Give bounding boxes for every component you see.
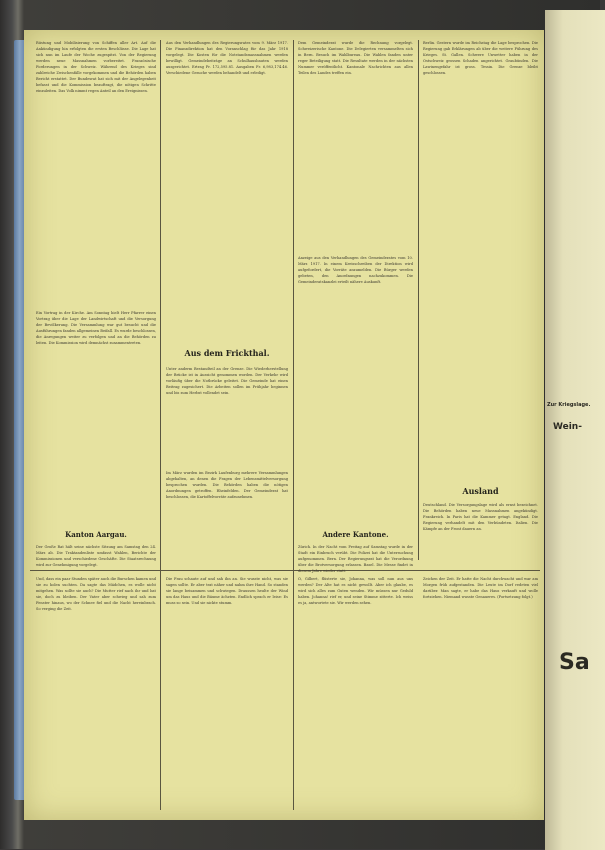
feuilleton-column-4	[423, 576, 538, 808]
heading-ausland: Ausland	[462, 486, 499, 496]
column-rule-3	[418, 40, 419, 560]
right-heading-wein: Wein-	[553, 422, 582, 432]
column-4-top	[423, 40, 538, 480]
column-rule-2	[293, 40, 294, 810]
article-text: Rüstung und Mobilisierung von Schiffen aller Art. Auf die Ankündigung hin erfolgten die ersten Beschlüsse. Die Lage hat sich nun im Laufe der Woche zugespitzt. Von der Regierung werden neue Massnahmen vorbereitet. Französische Forderungen in der Schweiz. Während des Krieges sind zahlreiche Zwischenfälle vorgekommen und die Behörden haben Bericht erstattet. Der Bundesrat hat sich mit der Angelegenheit befasst und die Kommission beauftragt, die nötigen Schritte einzuleiten. Das Volk nimmt regen Anteil an den Ereignissen.	[36, 41, 156, 93]
column-2-bottom	[166, 470, 288, 568]
column-1-top	[36, 40, 156, 302]
column-3-top	[298, 40, 413, 250]
story-text: O, Gilbert, flüsterte sie, Johanna, was soll nun aus uns werden? Der Alte hat es nicht gewollt. Aber ich glaube, es wird sich alles zum Guten wenden. Wir müssen nur Geduld haben. Johanna! rief er, und seine Stimme zitterte. Ich weiss es ja, antwortete sie. Wir werden sehen.	[298, 577, 413, 605]
article-text: Unter anderm Bestandteil an der Grenze. Die Wiederherstellung der Brücke ist in Aussicht genommen worden. Der Verkehr wird vorläufig über die Notbrücke geleitet. Die Gemeinde hat einen Beitrag zugesichert. Die Arbeiten sollen im Frühjahr beginnen und bis zum Herbst vollendet sein.	[166, 367, 288, 395]
article-text: Deutschland. Die Versorgungslage wird als ernst bezeichnet. Die Behörden haben neue Massnahmen angekündigt. Frankreich. In Paris hat die Kammer getagt. England. Die Regierung verhandelt mit den Verbündeten. Italien. Die Kämpfe an der Front dauern an.	[423, 503, 538, 531]
column-3-bottom	[298, 544, 413, 573]
article-text: Anzeige aus den Verhandlungen des Gemeinderates vom 10. März 1917. In einem Kreisschreiben der Direktion wird aufgefordert, die Vorräte anzumelden. Die Bürger werden gebeten, den Anordnungen nachzukommen. Die Gemeinderatskanzlei erteilt nähere Auskunft.	[298, 256, 413, 284]
feuilleton-column-1	[36, 576, 156, 808]
article-text: Dem Gemeinderat wurde die Rechnung vorgelegt. Schweizerische Kantone. Die Delegierten versammelten sich in Bern. Besuch im Wahlbureau. Die Wahlen fanden unter reger Beteiligung statt. Die Resultate werden in der nächsten Nummer veröffentlicht. Kantonale Nachrichten aus allen Teilen des Landes treffen ein.	[298, 41, 413, 75]
column-1-bottom	[36, 544, 156, 568]
column-2-mid	[166, 366, 288, 466]
right-heading-kriegslage: Zur Kriegslage.	[547, 402, 591, 408]
column-4-bottom	[423, 502, 538, 568]
story-text: Und, dass ein paar Stunden später auch die Burschen kamen und sie zu holen suchten. Da sagte das Mädchen, es wolle nicht mitgehen. Was sollte sie auch? Die Mutter rief nach ihr und bat sie, doch zu bleiben. Der Vater aber schwieg und sah zum Fenster hinaus, wo der Schnee fiel und die Nacht hereinbrach. So verging die Zeit.	[36, 577, 156, 611]
article-text: Berlin. Gestern wurde im Reichstag die Lage besprochen. Die Regierung gab Erklärungen ab über die weitere Führung des Krieges. St. Gallen. Schwere Unwetter haben in der Ostschweiz grossen Schaden angerichtet. Graubünden. Die Lawinengefahr ist gross. Tessin. Die Grenze bleibt geschlossen.	[423, 41, 538, 75]
facing-page-edge	[545, 10, 605, 850]
article-text: Aus den Verhandlungen des Regierungsrates vom 9. März 1917. Die Finanzdirektion hat den Voranschlag für das Jahr 1918 vorgelegt. Die Kosten für die Notstandsmassnahmen werden bewilligt. Gemeindebeiträge an Schulhausbauten werden ausgerichtet. Ertrag Fr. 172,595.81. Ausgaben Fr. 6,983,174.46. Verschiedene Gesuche werden behandelt und erledigt.	[166, 41, 288, 75]
story-text: Zeichen der Zeit. Er hatte die Nacht durchwacht und war am Morgen früh aufgestanden. Die Leute im Dorf redeten viel darüber. Man sagte, er habe das Haus verkauft und wolle fortziehen. Niemand wusste Genaueres. (Fortsetzung folgt.)	[423, 577, 538, 599]
heading-andere-kantone: Andere Kantone.	[322, 530, 389, 539]
article-text: Der Große Rat hält seine nächste Sitzung am Samstag den 24. März ab. Die Traktandenliste umfasst Wahlen, Berichte der Kommissionen und verschiedene Geschäfte. Die Staatsrechnung wird zur Genehmigung vorgelegt.	[36, 545, 156, 567]
feuilleton-column-2	[166, 576, 288, 808]
heading-kanton-aargau: Kanton Aargau.	[65, 530, 127, 539]
heading-aus-dem-frickthal: Aus dem Frickthal.	[184, 348, 270, 358]
article-text: Im März wurden im Bezirk Laufenburg mehrere Versammlungen abgehalten, an denen die Fragen der Lebensmittelversorgung besprochen wurden. Die Behörden haben die nötigen Anordnungen getroffen. Rheinfelden. Der Gemeinderat hat beschlossen, die Kartoffelvorräte aufzunehmen.	[166, 471, 288, 499]
story-text: Die Frau schaute auf und sah ihn an. Sie wusste nicht, was sie sagen sollte. Er aber trat näher und nahm ihre Hand. So standen sie lange beisammen und schwiegen. Draussen heulte der Wind um das Haus und die Bäume ächzten. Endlich sprach er leise: Es muss so sein. Und sie nickte stumm.	[166, 577, 288, 605]
column-3-mid	[298, 255, 413, 525]
column-2-top	[166, 40, 288, 340]
column-rule-1	[160, 40, 161, 810]
column-1-mid	[36, 310, 156, 525]
right-heading-sa: Sa	[559, 650, 590, 675]
article-text: Zürich. In der Nacht vom Freitag auf Samstag wurde in der Stadt ein Einbruch verübt. Die Polizei hat die Untersuchung aufgenommen. Bern. Der Regierungsrat hat die Verordnung über die Brotversorgung erlassen. Basel. Die Messe findet in diesem Jahre wieder statt.	[298, 545, 413, 573]
feuilleton-column-3	[298, 576, 413, 808]
article-text: Ein Vortrag in der Kirche. Am Sonntag hielt Herr Pfarrer einen Vortrag über die Lage der Landwirtschaft und die Versorgung der Bevölkerung. Die Versammlung war gut besucht und die Ausführungen fanden allgemeinen Beifall. Es wurde beschlossen, die Anregungen weiter zu verfolgen und an die Behörden zu leiten. Die Kommission wird demnächst zusammentreten.	[36, 311, 156, 345]
horizontal-rule-feuilleton	[30, 570, 540, 571]
